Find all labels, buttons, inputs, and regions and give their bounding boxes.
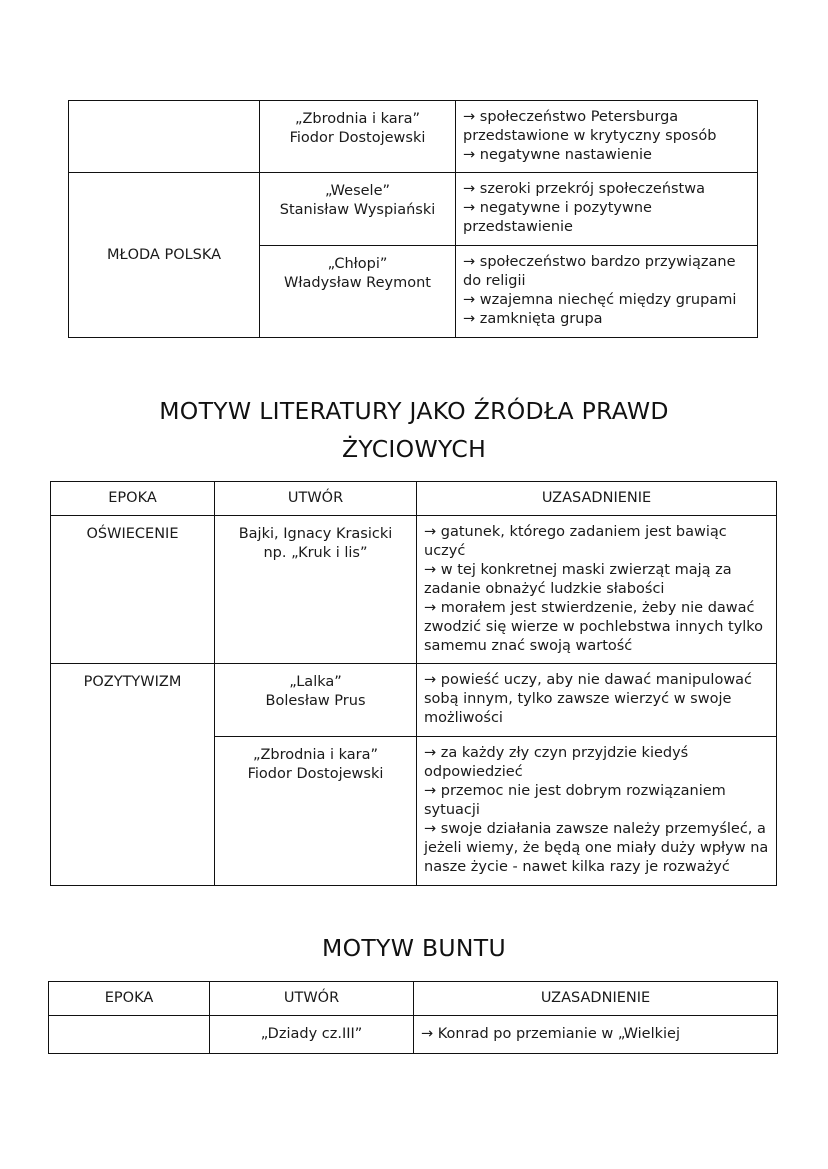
- justification-line: → społeczeństwo Petersburga przedstawione w krytyczny sposób: [463, 109, 717, 144]
- justification-cell: [456, 173, 758, 246]
- table-row: [69, 101, 758, 173]
- work-title: „Zbrodnia i kara”: [252, 747, 379, 763]
- table-row: [51, 664, 777, 737]
- work-cell: [215, 516, 417, 664]
- section-title: [0, 392, 828, 468]
- justification-line: → swoje działania zawsze należy przemyśleć, a jeżeli wiemy, że będą one miały duży wpływ na nasze życie - nawet kilka razy je rozważyć: [424, 821, 769, 875]
- table-row: [69, 173, 758, 246]
- justification-line: → społeczeństwo bardzo przywiązane do religii: [463, 254, 736, 289]
- work-title: „Wesele”: [324, 183, 391, 199]
- work-author: np. „Kruk i lis”: [263, 545, 368, 561]
- justification-line: → wzajemna niechęć między grupami: [463, 292, 737, 308]
- justification-cell: [417, 664, 777, 737]
- header-work: UTWÓR: [210, 982, 414, 1016]
- justification-cell: [417, 516, 777, 664]
- work-cell: [260, 246, 456, 338]
- justification-line: → za każdy zły czyn przyjdzie kiedyś odpowiedzieć: [424, 745, 689, 780]
- justification-line: → zamknięta grupa: [463, 311, 603, 327]
- work-title: „Zbrodnia i kara”: [294, 111, 421, 127]
- justification-line: → gatunek, którego zadaniem jest bawiąc uczyć: [424, 524, 727, 559]
- work-author: Bolesław Prus: [265, 693, 366, 709]
- work-author: Fiodor Dostojewski: [289, 130, 426, 146]
- section-title-line: ŻYCIOWYCH: [341, 435, 487, 463]
- table-row: [51, 516, 777, 664]
- justification-line: → szeroki przekrój społeczeństwa: [463, 181, 705, 197]
- work-cell: [260, 173, 456, 246]
- justification-cell: [417, 737, 777, 886]
- justification-line: → negatywne nastawienie: [463, 147, 652, 163]
- work-cell: [260, 101, 456, 173]
- literature-motif-table: [50, 481, 777, 886]
- work-title: Bajki, Ignacy Krasicki: [238, 526, 393, 542]
- work-author: Fiodor Dostojewski: [247, 766, 384, 782]
- justification-line: → powieść uczy, aby nie dawać manipulować sobą innym, tylko zawsze wierzyć w swoje możliwości: [424, 672, 753, 726]
- table-row: [49, 1016, 778, 1054]
- epoch-cell: MŁODA POLSKA: [69, 173, 260, 338]
- epoch-cell: OŚWIECENIE: [51, 516, 215, 664]
- work-title: „Lalka”: [289, 674, 342, 690]
- work-cell: „Dziady cz.III”: [210, 1016, 414, 1054]
- epoch-cell: [69, 101, 260, 173]
- work-cell: [215, 664, 417, 737]
- justification-line: → w tej konkretnej maski zwierząt mają za zadanie obnażyć ludzkie słabości: [424, 562, 732, 597]
- table-header-row: [49, 982, 778, 1016]
- header-justification: UZASADNIENIE: [417, 482, 777, 516]
- justification-cell: [456, 101, 758, 173]
- section-title: MOTYW BUNTU: [322, 934, 506, 962]
- justification-cell: [456, 246, 758, 338]
- header-justification: UZASADNIENIE: [414, 982, 778, 1016]
- epoch-cell: [49, 1016, 210, 1054]
- epoch-cell: POZYTYWIZM: [51, 664, 215, 886]
- justification-line: → negatywne i pozytywne przedstawienie: [463, 200, 652, 235]
- work-title: „Chłopi”: [327, 256, 388, 272]
- justification-cell: → Konrad po przemianie w „Wielkiej: [414, 1016, 778, 1054]
- work-author: Władysław Reymont: [284, 275, 431, 291]
- header-epoch: EPOKA: [49, 982, 210, 1016]
- justification-line: → przemoc nie jest dobrym rozwiązaniem sytuacji: [424, 783, 726, 818]
- society-motif-table-continued: [68, 100, 758, 338]
- header-work: UTWÓR: [215, 482, 417, 516]
- work-cell: [215, 737, 417, 886]
- table-header-row: [51, 482, 777, 516]
- work-author: Stanisław Wyspiański: [279, 202, 436, 218]
- justification-line: → morałem jest stwierdzenie, żeby nie dawać zwodzić się wierze w pochlebstwa innych tylko samemu znać swoją wartość: [424, 600, 764, 654]
- rebellion-motif-table: [48, 981, 778, 1054]
- header-epoch: EPOKA: [51, 482, 215, 516]
- section-title-line: MOTYW LITERATURY JAKO ŹRÓDŁA PRAWD: [159, 397, 669, 425]
